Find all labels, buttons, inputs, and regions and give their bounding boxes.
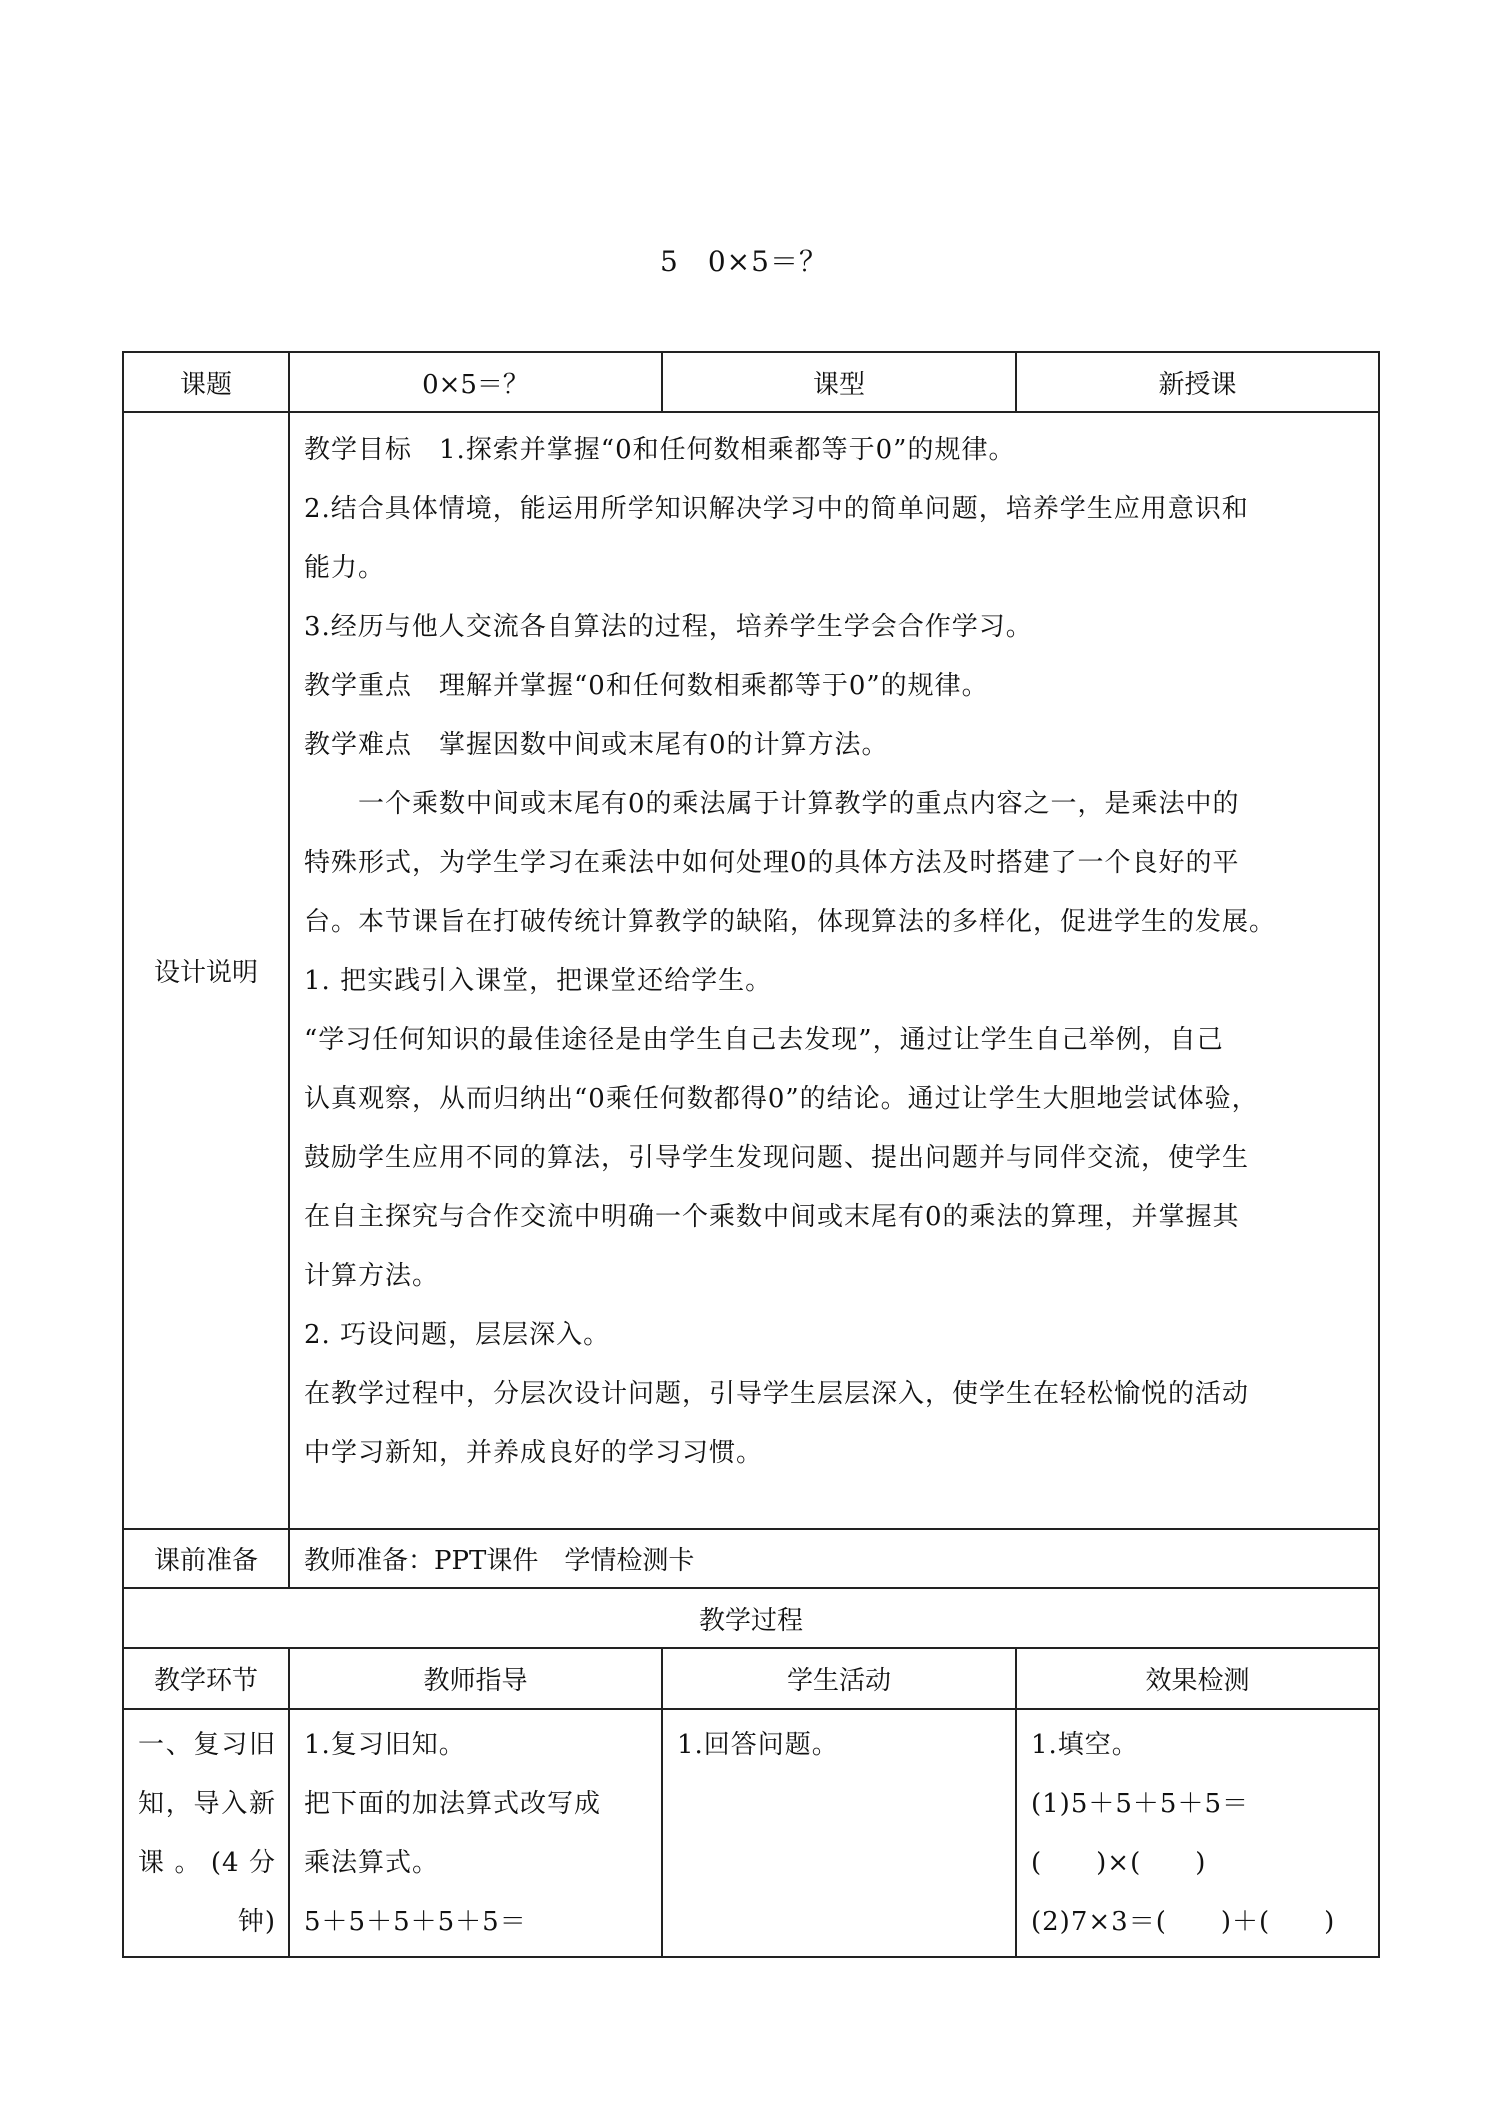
stage-line: 课。(4分	[138, 1848, 276, 1878]
topic-value: 0×5＝？	[289, 352, 662, 412]
col-student: 学生活动	[662, 1648, 1016, 1709]
point-1-heading: 1. 把实践引入课堂，把课堂还给学生。	[304, 966, 773, 996]
prep-value: 教师准备：PPT课件 学情检测卡	[289, 1529, 1379, 1588]
check-cell	[1016, 1709, 1379, 1957]
objective-line-1: 教学目标 1.探索并掌握“0和任何数相乘都等于0”的规律。	[304, 435, 1016, 465]
process-title: 教学过程	[123, 1588, 1379, 1648]
teacher-line: 把下面的加法算式改写成	[304, 1789, 602, 1819]
explanation-line-1: 一个乘数中间或末尾有0的乘法属于计算教学的重点内容之一，是乘法中的	[358, 789, 1240, 819]
point-2-line-2: 中学习新知，并养成良好的学习习惯。	[304, 1438, 764, 1468]
design-row	[123, 412, 1379, 1529]
key-point-line: 教学重点 理解并掌握“0和任何数相乘都等于0”的规律。	[304, 671, 989, 701]
point-2-line-1: 在教学过程中，分层次设计问题，引导学生层层深入，使学生在轻松愉悦的活动	[304, 1379, 1250, 1409]
check-line: ( )×( )	[1031, 1848, 1207, 1878]
design-label: 设计说明	[123, 412, 289, 1529]
prep-label: 课前准备	[123, 1529, 289, 1588]
type-value: 新授课	[1016, 352, 1379, 412]
point-1-line-2: 认真观察，从而归纳出“0乘任何数都得0”的结论。通过让学生大胆地尝试体验，	[304, 1084, 1259, 1114]
page-title: 5 0×5＝？	[660, 245, 828, 278]
teacher-line: 5＋5＋5＋5＋5＝	[304, 1907, 527, 1937]
difficulty-line: 教学难点 掌握因数中间或末尾有0的计算方法。	[304, 730, 889, 760]
topic-label: 课题	[123, 352, 289, 412]
teacher-line: 乘法算式。	[304, 1848, 440, 1878]
point-1-line-3: 鼓励学生应用不同的算法，引导学生发现问题、提出问题并与同伴交流，使学生	[304, 1143, 1250, 1173]
point-1-line-4: 在自主探究与合作交流中明确一个乘数中间或末尾有0的乘法的算理，并掌握其	[304, 1202, 1240, 1232]
process-row-1	[123, 1709, 1379, 1957]
stage-line: 一、复习旧	[138, 1730, 276, 1760]
objective-line-4: 3.经历与他人交流各自算法的过程，培养学生学会合作学习。	[304, 612, 1033, 642]
header-row	[123, 352, 1379, 412]
student-cell	[662, 1709, 1016, 1957]
stage-line: 知，导入新	[138, 1789, 276, 1819]
prep-row	[123, 1529, 1379, 1588]
explanation-line-2: 特殊形式，为学生学习在乘法中如何处理0的具体方法及时搭建了一个良好的平	[304, 848, 1240, 878]
col-check: 效果检测	[1016, 1648, 1379, 1709]
point-1-line-1: “学习任何知识的最佳途径是由学生自己去发现”，通过让学生自己举例，自己	[304, 1025, 1224, 1055]
teacher-line: 1.复习旧知。	[304, 1730, 466, 1760]
col-teacher: 教师指导	[289, 1648, 662, 1709]
design-content	[289, 412, 1379, 1529]
check-line: (2)7×3＝( )＋( )	[1031, 1907, 1336, 1937]
type-label: 课型	[662, 352, 1016, 412]
col-stage: 教学环节	[123, 1648, 289, 1709]
lesson-plan-table	[122, 351, 1380, 1958]
process-title-row	[123, 1588, 1379, 1648]
point-2-heading: 2. 巧设问题，层层深入。	[304, 1320, 611, 1350]
objective-line-2: 2.结合具体情境，能运用所学知识解决学习中的简单问题，培养学生应用意识和	[304, 494, 1249, 524]
teacher-cell	[289, 1709, 662, 1957]
stage-line: 钟)	[237, 1907, 276, 1937]
objective-line-3: 能力。	[304, 553, 386, 583]
check-line: 1.填空。	[1031, 1730, 1139, 1760]
stage-cell	[123, 1709, 289, 1957]
process-header-row	[123, 1648, 1379, 1709]
point-1-line-5: 计算方法。	[304, 1261, 440, 1291]
check-line: (1)5＋5＋5＋5＝	[1031, 1789, 1249, 1819]
explanation-line-3: 台。本节课旨在打破传统计算教学的缺陷，体现算法的多样化，促进学生的发展。	[304, 907, 1277, 937]
student-line: 1.回答问题。	[677, 1730, 839, 1760]
